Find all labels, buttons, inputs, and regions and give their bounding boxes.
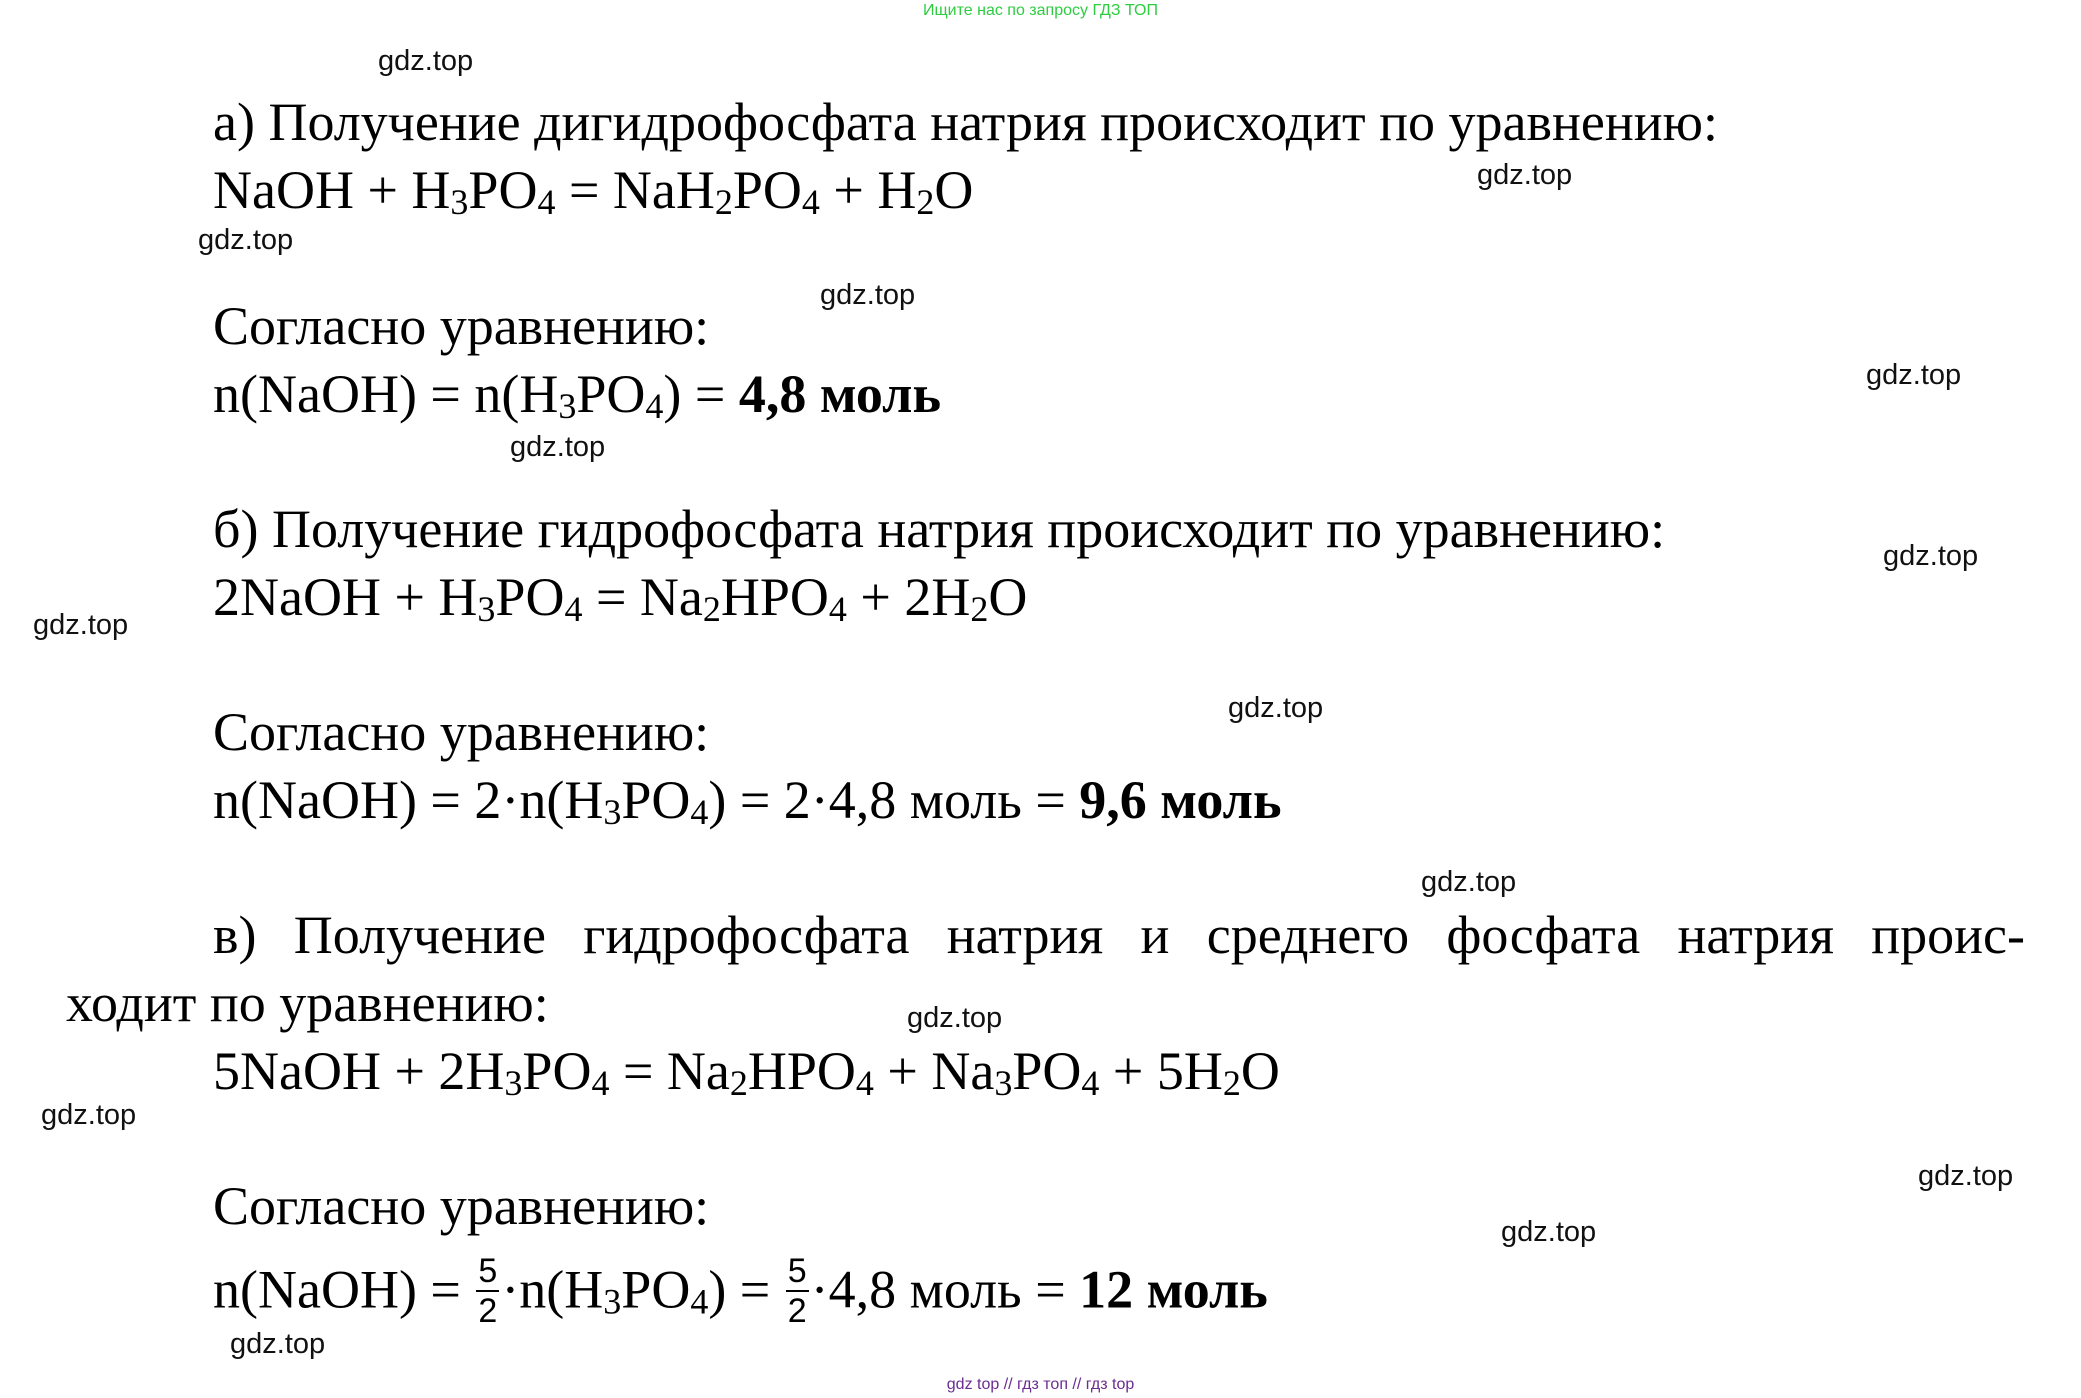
watermark: gdz.top xyxy=(907,1002,1003,1034)
watermark: gdz.top xyxy=(1477,159,1573,191)
part-a-according: Согласно уравнению: xyxy=(213,296,710,356)
watermark: gdz.top xyxy=(1501,1216,1597,1248)
part-c-result: n(NaOH) = $\frac{5}{2}$ $\cdot n(H_3PO_4)$ = $\frac{5}{2}$ ·4,8 моль = 12 моль xyxy=(213,1252,1268,1330)
watermark: gdz.top xyxy=(1866,359,1962,391)
part-b-result: n(NaOH) = $2\cdot n(H_3PO_4) = 2\cdot 4,8$ моль = 9,6 моль xyxy=(213,770,1282,832)
part-b-equation: 2NaOH + $H_3PO_4 = Na_2HPO_4 + 2H_2O$ xyxy=(213,567,1028,629)
watermark: gdz.top xyxy=(510,431,606,463)
part-c-according: Согласно уравнению: xyxy=(213,1176,710,1236)
part-c-intro-line1: в) Получение гидрофосфата натрия и среднего фосфата натрия проис- xyxy=(213,905,2025,965)
part-c-equation: 5NaOH + $2H_3PO_4 = Na_2HPO_4 + Na_3PO_4 + 5H_2O$ xyxy=(213,1041,1280,1103)
watermark: gdz.top xyxy=(820,279,916,311)
part-a-intro: а) Получение дигидрофосфата натрия происходит по уравнению: xyxy=(213,92,1718,152)
part-c-answer: 12 моль xyxy=(1079,1259,1268,1320)
top-banner[interactable]: Ищите нас по запросу ГДЗ ТОП xyxy=(923,2,1158,19)
watermark: gdz.top xyxy=(41,1099,137,1131)
watermark: gdz.top xyxy=(1883,540,1979,572)
part-b-according: Согласно уравнению: xyxy=(213,702,710,762)
part-a-equation: NaOH + $H_3PO_4 = NaH_2PO_4 + H_2O$ xyxy=(213,160,974,222)
part-c-intro-line2: ходит по уравнению: xyxy=(66,973,549,1033)
watermark: gdz.top xyxy=(230,1328,326,1360)
part-b-intro: б) Получение гидрофосфата натрия происходит по уравнению: xyxy=(213,499,1666,559)
bottom-banner[interactable]: gdz top // гдз топ // гдз top xyxy=(946,1376,1135,1393)
watermark: gdz.top xyxy=(1918,1160,2014,1192)
watermark: gdz.top xyxy=(1228,692,1324,724)
part-a-answer: 4,8 моль xyxy=(738,364,942,424)
watermark: gdz.top xyxy=(33,609,129,641)
part-b-answer: 9,6 моль xyxy=(1079,770,1282,830)
part-a-result: n(NaOH) = $n(H_3PO_4) = 4,8$ моль xyxy=(213,364,942,426)
fraction-five-halves: $\frac{5}{2}$ xyxy=(787,1252,807,1330)
watermark: gdz.top xyxy=(378,45,474,77)
fraction-five-halves: $\frac{5}{2}$ xyxy=(478,1252,498,1330)
watermark: gdz.top xyxy=(198,224,294,256)
watermark: gdz.top xyxy=(1421,866,1517,898)
